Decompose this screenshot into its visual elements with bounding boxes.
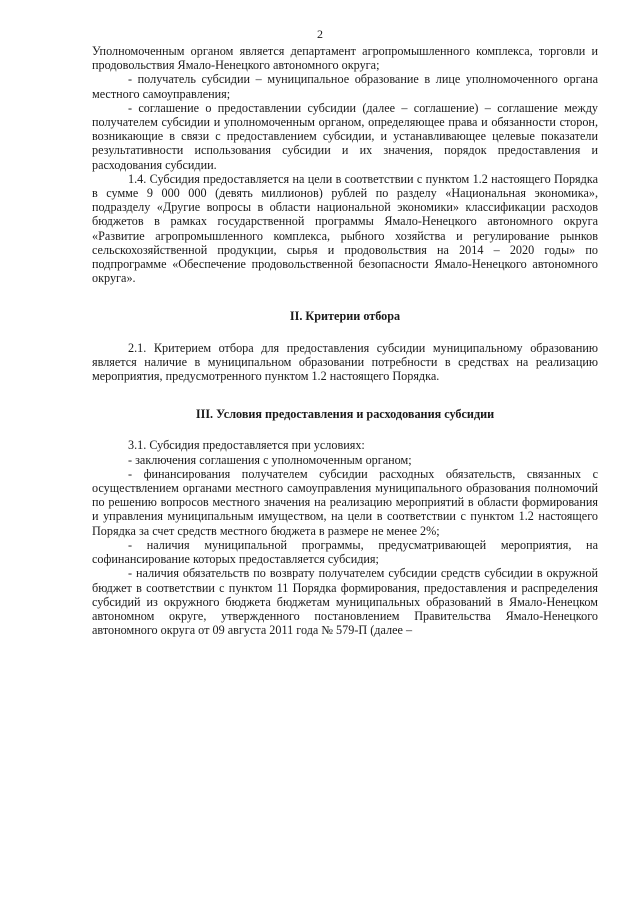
paragraph-authorized-body: Уполномоченным органом является департамент агропромышленного комплекса, торговли и продовольствия Ямало-Ненецкого автономного округа; bbox=[92, 44, 598, 73]
list-item-agreement: - заключения соглашения с уполномоченным органом; bbox=[128, 452, 412, 467]
paragraph-1-4: 1.4. Субсидия предоставляется на цели в соответствии с пунктом 1.2 настоящего Порядка в сумме 9 000 000 (девять миллионов) рублей по разделу «Национальная экономика», подразделу «Другие вопросы в области национальной экономики» классификации расходов бюджетов в рамках государственной программы Ямало-Ненецкого автономного округа «Развитие агропромышленного комплекса, рыбного хозяйства и регулирование рынков сельскохозяйственной продукции, сырья и продовольствия на 2014 – 2020 годы» по подпрограмме «Обеспечение продовольственной безопасности Ямало-Ненецкого автономного округа». bbox=[92, 171, 598, 286]
paragraph-recipient: - получатель субсидии – муниципальное образование в лице уполномоченного органа местного самоуправления; bbox=[92, 72, 598, 101]
page-number: 2 bbox=[317, 27, 323, 41]
list-item-refund-obligations: - наличия обязательств по возврату получателем субсидии средств субсидии в окружной бюджет в соответствии с пунктом 11 Порядка формирования, предоставления и распределения субсидий из окружного бюджета бюджетам муниципальных образований в Ямало-Ненецком автономном округе, утвержденного постановлением Правительства Ямало-Ненецкого автономного округа от 09 августа 2011 года № 579-П (далее – bbox=[92, 566, 598, 638]
paragraph-2-1: 2.1. Критерием отбора для предоставления субсидии муниципальному образованию является наличие в муниципальном образовании потребности в средствах на реализацию мероприятия, предусмотренного пунктом 1.2 настоящего Порядка. bbox=[92, 340, 598, 384]
paragraph-agreement: - соглашение о предоставлении субсидии (далее – соглашение) – соглашение между получателем субсидии и уполномоченным органом, определяющее права и обязанности сторон, возникающие в связи с предоставлением субсидии, и устанавливающее целевые показатели результативности использования субсидии и их значения, порядок предоставления и расходования субсидии. bbox=[92, 100, 598, 172]
list-item-financing: - финансирования получателем субсидии расходных обязательств, связанных с осуществлением органами местного самоуправления муниципального образования полномочий по решению вопросов местного значения на реализацию мероприятий в области формирования и управления муниципальным имуществом, на цели в соответствии с пунктом 1.2 настоящего Порядка за счет средств местного бюджета в размере не менее 2%; bbox=[92, 466, 598, 538]
section-heading-conditions: III. Условия предоставления и расходования субсидии bbox=[195, 407, 495, 422]
list-item-municipal-program: - наличия муниципальной программы, предусматривающей мероприятия, на софинансирование которых предоставляется субсидия; bbox=[92, 537, 598, 567]
document-body bbox=[92, 44, 598, 637]
paragraph-3-1: 3.1. Субсидия предоставляется при условиях: bbox=[128, 438, 365, 453]
section-heading-selection-criteria: II. Критерии отбора bbox=[289, 309, 401, 324]
